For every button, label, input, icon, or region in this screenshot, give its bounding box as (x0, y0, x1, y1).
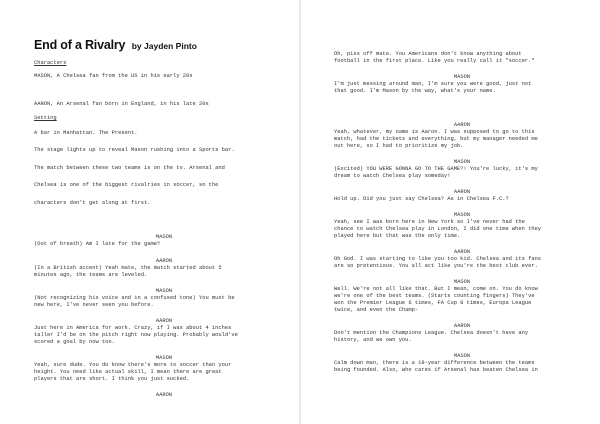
dialogue-line: players that are short. I think you just sucked. (34, 376, 190, 382)
script-page-right (301, 0, 600, 424)
dialogue-line: Oh God. I was starting to like you too kid. Chelsea and its fans (334, 256, 542, 262)
dialogue-line: (Excited) YOU WERE GONNA GO TO THE GAME?! You're lucky, it's my (334, 166, 538, 172)
dialogue-line: Just here in America for work. Crazy, if I was about 4 inches (34, 325, 232, 331)
dialogue-line: Well. We're not all like that. But I mean, come on. You do know (334, 286, 538, 292)
dialogue-line: twice, and even the Champ- (334, 307, 419, 313)
setting-line: The stage lights up to reveal Mason rushing into a Sports bar. (34, 147, 235, 153)
dialogue-line: Don't mention the Champions League. Chelsea doesn't have any (334, 330, 529, 336)
dialogue-line: being founded. Also, who cares if Arsenal has beaten Chelsea in (334, 367, 538, 373)
speaker-name: MASON (155, 355, 173, 361)
dialogue-line: played here but that was the only time. (334, 233, 461, 239)
dialogue-line: football in the first place. Like you really call it "soccer." (334, 58, 535, 64)
setting-line: characters don't get along at first. (34, 200, 151, 206)
characters-heading: Characters (34, 60, 67, 66)
setting-line: A bar in Manhattan. The Present. (34, 130, 138, 136)
speaker-name: AARON (155, 392, 173, 398)
speaker-name: AARON (155, 258, 173, 264)
setting-heading: Setting (34, 115, 57, 121)
dialogue-line: that good. I'm Mason by the way, what's your name. (334, 88, 496, 94)
character-aaron: AARON, An Arsenal fan born in England, in his late 20s (34, 101, 209, 107)
speaker-name: AARON (453, 189, 471, 195)
byline: by Jayden Pinto (131, 41, 197, 51)
dialogue-line: I'm just messing around man, I'm sure you were good, just not (334, 81, 532, 87)
speaker-name: MASON (155, 288, 173, 294)
dialogue-line: Calm down man, there is a 19-year difference between the teams (334, 360, 535, 366)
play-title (34, 36, 197, 54)
dialogue-line: (Not recognizing his voice and in a confused tone) You must be (34, 295, 235, 301)
dialogue-line: match, had the tickets and everything, but my manager needed me (334, 136, 538, 142)
speaker-name: MASON (453, 159, 471, 165)
dialogue-line: history, and we own you. (334, 337, 412, 343)
speaker-name: AARON (453, 249, 471, 255)
speaker-name: MASON (453, 279, 471, 285)
dialogue-line: (In a British accent) Yeah mate, the match started about 5 (34, 265, 222, 271)
dialogue-line: Yeah, sure dude. You do know there's more to soccer than your (34, 362, 232, 368)
setting-line: The match between these two teams is on the tv. Arsenal and (34, 165, 225, 171)
setting-line: Chelsea is one of the biggest rivalries in soccer, so the (34, 182, 219, 188)
speaker-name: AARON (155, 318, 173, 324)
dialogue-line: Yeah, see I was born here in New York so I've never had the (334, 219, 525, 225)
dialogue-line: dream to watch Chelsea play someday! (334, 173, 451, 179)
title-text: End of a Rivalry (34, 38, 126, 52)
dialogue-line: Hold up. Did you just say Chelsea? As in Chelsea F.C.? (334, 196, 509, 202)
dialogue-line: won the Premier League 6 times, FA Cup 8 times, Europa League (334, 300, 532, 306)
dialogue-line: height. You need like actual skill, I mean there are great (34, 369, 222, 375)
speaker-name: MASON (453, 212, 471, 218)
character-mason: MASON, A Chelsea fan from the US in his early 20s (34, 73, 193, 79)
dialogue-line: minutes ago, the teams are leveled. (34, 272, 148, 278)
speaker-name: MASON (453, 74, 471, 80)
dialogue-line: Yeah, whatever, my name is Aaron. I was supposed to go to this (334, 129, 535, 135)
speaker-name: MASON (155, 234, 173, 240)
dialogue-line: we're one of the best teams. (Starts counting fingers) They've (334, 293, 535, 299)
dialogue-line: scored a goal by now too. (34, 339, 115, 345)
dialogue-line: new here, I've never seen you before. (34, 302, 154, 308)
dialogue-line: chance to watch Chelsea play in London, I did one time when they (334, 226, 542, 232)
dialogue-line: out here, so I had to prioritize my job. (334, 143, 464, 149)
dialogue-line: are so pretentious. You all act like you're the best club ever. (334, 263, 538, 269)
dialogue-line: (Out of breath) Am I late for the game? (34, 241, 161, 247)
speaker-name: AARON (453, 323, 471, 329)
dialogue-line: Oh, piss off mate. You Americans don't know anything about (334, 51, 522, 57)
speaker-name: MASON (453, 353, 471, 359)
speaker-name: AARON (453, 122, 471, 128)
dialogue-line: taller I'd be on the pitch right now playing. Probably would've (34, 332, 238, 338)
script-page-left (0, 0, 299, 424)
